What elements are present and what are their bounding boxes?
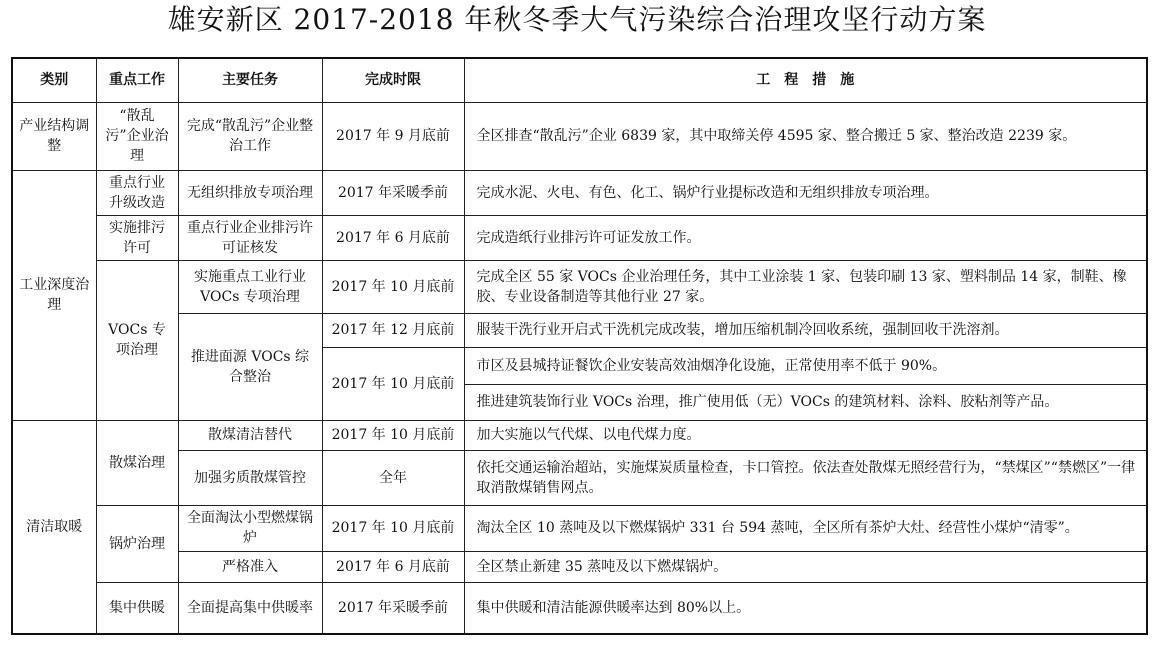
page-title: 雄安新区 2017-2018 年秋冬季大气污染综合治理攻坚行动方案 bbox=[167, 3, 987, 36]
task-cell: 实施重点工业行业 VOCs 专项治理 bbox=[178, 260, 322, 313]
measure-cell: 服装干洗行业开启式干洗机完成改装，增加压缩机制冷回收系统，强制回收干洗溶剂。 bbox=[464, 313, 1147, 347]
deadline-cell: 2017 年 9 月底前 bbox=[322, 102, 464, 170]
task-cell: 散煤清洁替代 bbox=[178, 420, 322, 450]
measure-cell: 全区禁止新建 35 蒸吨及以下燃煤锅炉。 bbox=[464, 551, 1147, 582]
task-cell: 全面提高集中供暖率 bbox=[178, 582, 322, 634]
header-key-work: 重点工作 bbox=[96, 58, 178, 102]
header-main-task: 主要任务 bbox=[178, 58, 322, 102]
measure-cell: 完成水泥、火电、有色、化工、锅炉行业提标改造和无组织排放专项治理。 bbox=[464, 170, 1147, 215]
header-deadline: 完成时限 bbox=[322, 58, 464, 102]
deadline-cell: 2017 年 10 月底前 bbox=[322, 347, 464, 420]
category-cell: 清洁取暖 bbox=[12, 420, 96, 634]
key-work-cell: 实施排污许可 bbox=[96, 215, 178, 260]
category-cell: 产业结构调整 bbox=[12, 102, 96, 170]
table-row bbox=[12, 313, 1147, 347]
task-cell: 重点行业企业排污许可证核发 bbox=[178, 215, 322, 260]
measure-cell: 市区及县城持证餐饮企业安装高效油烟净化设施，正常使用率不低于 90%。 bbox=[464, 347, 1147, 384]
header-row bbox=[12, 58, 1147, 102]
task-cell: 无组织排放专项治理 bbox=[178, 170, 322, 215]
deadline-cell: 2017 年 12 月底前 bbox=[322, 313, 464, 347]
table-row bbox=[12, 215, 1147, 260]
measure-cell: 完成造纸行业排污许可证发放工作。 bbox=[464, 215, 1147, 260]
deadline-cell: 2017 年 6 月底前 bbox=[322, 551, 464, 582]
deadline-cell: 2017 年采暖季前 bbox=[322, 582, 464, 634]
deadline-cell: 2017 年采暖季前 bbox=[322, 170, 464, 215]
measure-cell: 加大实施以气代煤、以电代煤力度。 bbox=[464, 420, 1147, 450]
task-cell: 加强劣质散煤管控 bbox=[178, 450, 322, 505]
table-row bbox=[12, 260, 1147, 313]
measure-cell: 集中供暖和清洁能源供暖率达到 80%以上。 bbox=[464, 582, 1147, 634]
category-cell: 工业深度治理 bbox=[12, 170, 96, 420]
table-row bbox=[12, 450, 1147, 505]
task-cell: 严格准入 bbox=[178, 551, 322, 582]
task-cell: 全面淘汰小型燃煤锅炉 bbox=[178, 505, 322, 551]
key-work-cell: 重点行业升级改造 bbox=[96, 170, 178, 215]
table-row bbox=[12, 170, 1147, 215]
measure-cell: 推进建筑装饰行业 VOCs 治理，推广使用低（无）VOCs 的建筑材料、涂料、胶粘剂等产品。 bbox=[464, 384, 1147, 420]
deadline-cell: 2017 年 6 月底前 bbox=[322, 215, 464, 260]
measure-cell: 依托交通运输治超站，实施煤炭质量检查，卡口管控。依法查处散煤无照经营行为，“禁煤区”“禁燃区”一律取消散煤销售网点。 bbox=[464, 450, 1147, 505]
table-row bbox=[12, 582, 1147, 634]
deadline-cell: 2017 年 10 月底前 bbox=[322, 260, 464, 313]
table-row bbox=[12, 551, 1147, 582]
measure-cell: 完成全区 55 家 VOCs 企业治理任务，其中工业涂装 1 家、包装印刷 13 家、塑料制品 14 家，制鞋、橡胶、专业设备制造等其他行业 27 家。 bbox=[464, 260, 1147, 313]
task-cell: 推进面源 VOCs 综合整治 bbox=[178, 313, 322, 420]
action-plan-table bbox=[11, 57, 1148, 635]
measure-cell: 淘汰全区 10 蒸吨及以下燃煤锅炉 331 台 594 蒸吨，全区所有茶炉大灶、经营性小煤炉“清零”。 bbox=[464, 505, 1147, 551]
deadline-cell: 2017 年 10 月底前 bbox=[322, 505, 464, 551]
key-work-cell: “散乱污”企业治理 bbox=[96, 102, 178, 170]
deadline-cell: 2017 年 10 月底前 bbox=[322, 420, 464, 450]
key-work-cell: VOCs 专项治理 bbox=[96, 260, 178, 420]
table-row bbox=[12, 505, 1147, 551]
key-work-cell: 锅炉治理 bbox=[96, 505, 178, 582]
key-work-cell: 集中供暖 bbox=[96, 582, 178, 634]
task-cell: 完成“散乱污”企业整治工作 bbox=[178, 102, 322, 170]
header-category: 类别 bbox=[12, 58, 96, 102]
table-row bbox=[12, 420, 1147, 450]
deadline-cell: 全年 bbox=[322, 450, 464, 505]
table-row bbox=[12, 102, 1147, 170]
measure-cell: 全区排查“散乱污”企业 6839 家，其中取缔关停 4595 家、整合搬迁 5 家、整治改造 2239 家。 bbox=[464, 102, 1147, 170]
header-measures: 工 程 措 施 bbox=[464, 58, 1147, 102]
key-work-cell: 散煤治理 bbox=[96, 420, 178, 505]
